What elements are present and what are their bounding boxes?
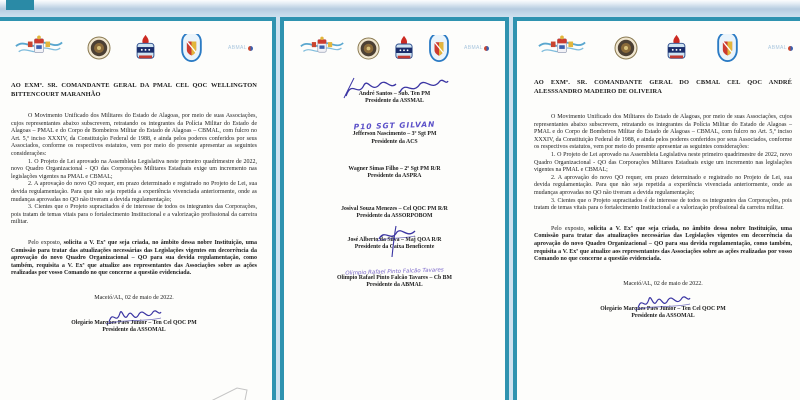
association-logos-row — [300, 33, 489, 63]
signer-name: Olegário Marques Paes Junior – Ten Cel QOC PM — [71, 319, 197, 326]
signer-name: Olegário Marques Paes Junior – Ten Cel QOC PM — [600, 305, 726, 312]
abmal-wordmark-text: ABMAL — [228, 45, 247, 51]
intro-paragraph: O Movimento Unificado dos Militares do Estado de Alagoas, por meio de suas Associações, cujos representantes abaixo subscrevem, retratando os integrantes da Polícia Militar do Estado de Alagoas – PMAL e do Corpo de Bombeiros Militar do Estado de Alagoas – CBMAL, com fulcro no Art. 5,º inciso XXXIV, da Constituição Federal de 1988, e ainda pelos poderes conferidos por seus Associados, conforme os respectivos estatutos, vem por meio do presente apresentar as seguintes considerações: — [11, 113, 257, 157]
dateline: Maceió/AL, 02 de maio de 2022. — [623, 280, 703, 287]
abmal-globe-icon — [788, 46, 793, 51]
acs-anchor-badge-logo — [666, 34, 687, 62]
pencil-doodle — [207, 383, 251, 400]
signer-title: Presidente da ACS — [371, 138, 418, 145]
closing-emphasis: solicita a V. Exª que seja criada, no âmbito dessa nobre Instituição, uma Comissão para tratar das atualizações necessárias das Legislações vigentes em decorrência da aprovação do novo Quadro Organizacional – QO para sua devida regulamentação, como também, requisita a V. Exª que atualize aos representantes das Associações sobre as ações realizadas por vosso Comando no que concerne a questão evidenciada. — [11, 239, 257, 277]
abmal-wordmark-logo — [228, 45, 253, 51]
olegario-signature-ink — [103, 306, 165, 328]
abmal-wordmark-text: ABMAL — [464, 45, 483, 51]
acs-anchor-badge-logo — [135, 34, 156, 62]
abmal-wordmark-logo — [768, 45, 793, 51]
signature-entry-aspra — [296, 166, 493, 180]
andre-santos-signature-ink — [340, 76, 450, 102]
assomal-president-signature-block — [11, 307, 257, 334]
signature-entry-acs — [296, 121, 493, 145]
closing-lead: Pelo exposto, — [28, 239, 64, 246]
olegario-signature-ink — [632, 292, 694, 314]
closing-lead: Pelo exposto, — [551, 225, 589, 232]
signer-title: Presidente da Caixa Beneficente — [354, 243, 435, 250]
signer-title: Presidente da ASPRA — [367, 173, 422, 180]
abmal-globe-icon — [248, 46, 253, 51]
dateline: Maceió/AL, 02 de maio de 2022. — [94, 294, 174, 301]
coat-of-arms-logo — [179, 34, 204, 62]
signature-entry-assmal — [296, 91, 493, 105]
signer-title: Presidente da ASSORPOBOM — [356, 213, 433, 220]
letter-pmal-body — [11, 113, 257, 278]
association-logos-row — [15, 33, 253, 63]
round-seal-logo — [614, 36, 638, 60]
abmal-wordmark-logo — [464, 45, 489, 51]
signature-entry-assorpobom — [296, 206, 493, 220]
acs-anchor-badge-logo — [394, 35, 414, 62]
signer-name: Wagner Simas Filho – 2º Sgt PM R/R — [348, 165, 441, 172]
signer-title: Presidente da ABMAL — [366, 282, 423, 289]
assomal-president-signature-block — [534, 293, 792, 320]
signer-title: Presidente da ASSOMAL — [102, 327, 166, 334]
letter-cbmal-body — [534, 114, 792, 264]
signer-name: Olimpio Rafael Pinto Falcão Tavares – Cb BM — [336, 275, 453, 282]
letter-page-pmal[interactable] — [0, 17, 276, 400]
signer-name: José Alberto da Silva – Maj QOA R/R — [347, 236, 442, 243]
mum-waves-crest-logo — [15, 34, 63, 62]
page-above-fragment — [6, 0, 34, 10]
consideration-item-2: 2. A aprovação do novo QO requer, em prazo determinado e registrado no Projeto de Lei, sua devida regulamentação. Para que não seja repetida a experiência vivenciada anteriormente, onde as mudanças aprovadas no QO não tiveram a devida regulamentação; — [11, 181, 257, 203]
consideration-item-3: 3. Cientes que o Projeto supracitados é de interesse de todos os integrantes das Corporações, pois tratam de temas vitais para o fortalecimento Institucional e a valorização profissional da carreira militar. — [534, 197, 792, 212]
signer-name: André Santos – Sub. Ten PM — [358, 91, 431, 97]
signatures-content — [284, 21, 505, 289]
signer-name: Jefferson Nascimento – 3º Sgt PM — [352, 131, 437, 138]
round-seal-logo — [357, 37, 380, 60]
letter-cbmal-content — [517, 21, 800, 320]
coat-of-arms-logo — [715, 34, 740, 62]
signer-title: Presidente da ASSMAL — [365, 98, 424, 105]
closing-emphasis: solicita a V. Exª que seja criada, no âmbito dessa nobre Instituição, uma Comissão para tratar das atualizações necessárias das Legislações vigentes em decorrência da aprovação do novo Quadro Organizacional – QO para sua devida regulamentação, como também, requisita a V. Exª que atualize aos representantes das Associações sobre as ações realizadas por vosso Comando no que concerne a questão evidenciada. — [534, 225, 792, 263]
signatures-page[interactable] — [280, 17, 509, 400]
consideration-item-3: 3. Cientes que o Projeto supracitados é de interesse de todos os integrantes das Corporações, pois tratam de temas vitais para o fortalecimento Institucional e a valorização profissional da carreira militar. — [11, 204, 257, 226]
olimpio-handwritten-signature: Olimpio Rafael Pinto Falcão Tavares — [345, 267, 444, 277]
salutation-pmal: AO EXMº. SR. COMANDANTE GERAL DA PMAL CEL QOC WELLINGTON BITTENCOURT MARANHÃO — [11, 82, 257, 98]
consideration-item-1: 1. O Projeto de Lei aprovado na Assembleia Legislativa neste primeiro quadrimestre de 2022, novo Quadro Organizacional - QO das Corporações Militares Estaduais exige um incremento nas legislações vigentes na PMAL e CBMAL; — [11, 158, 257, 180]
mum-waves-crest-logo — [538, 34, 586, 62]
abmal-globe-icon — [484, 46, 489, 51]
coat-of-arms-logo — [427, 35, 451, 62]
intro-paragraph: O Movimento Unificado dos Militares do Estado de Alagoas, por meio de suas Associações, cujos representantes abaixo subscrevem, retratando os integrantes da Polícia Militar do Estado de Alagoas – PMAL e do Corpo de Bombeiros Militar do Estado de Alagoas – CBMAL, com fulcro no Art. 5,º inciso XXXIV, da Constituição Federal de 1988, e ainda pelos poderes conferidos por seus Associados, conforme os respectivos estatutos, vem por meio do presente apresentar as seguintes considerações: — [534, 114, 792, 151]
closing-paragraph — [11, 240, 257, 278]
mum-waves-crest-logo — [300, 35, 344, 61]
letter-pmal-content — [0, 21, 272, 334]
closing-paragraph — [534, 226, 792, 264]
signer-name: Josival Souza Menezes – Cel QOC PM R/R — [341, 206, 448, 213]
salutation-cbmal: AO EXMº. SR. COMANDANTE GERAL DO CBMAL CEL QOC ANDRÉ ALESSSANDRO MADEIRO DE OLIVEIRA — [534, 79, 792, 95]
consideration-item-2: 2. A aprovação do novo QO requer, em prazo determinado e registrado no Projeto de Lei, sua devida regulamentação. Para que não seja repetida a experiência vivenciada anteriormente, onde as mudanças aprovadas no QO não tiveram a devida regulamentação; — [534, 174, 792, 196]
abmal-wordmark-text: ABMAL — [768, 45, 787, 51]
round-seal-logo — [87, 36, 111, 60]
association-logos-row — [538, 33, 793, 63]
jose-alberto-signature-ink — [369, 225, 421, 259]
signature-entry-caixa-beneficente — [296, 237, 493, 251]
signer-title: Presidente da ASSOMAL — [631, 312, 695, 319]
gilvan-handwritten-note: P10 SGT GILVAN — [353, 119, 436, 132]
consideration-item-1: 1. O Projeto de Lei aprovado na Assembleia Legislativa neste primeiro quadrimestre de 2022, novo Quadro Organizacional - QO das Corporações Militares Estaduais exige um incremento nas legislações vigentes na PMAL e CBMAL; — [534, 151, 792, 174]
signature-entry-abmal — [296, 269, 493, 289]
letter-page-cbmal[interactable] — [513, 17, 800, 400]
